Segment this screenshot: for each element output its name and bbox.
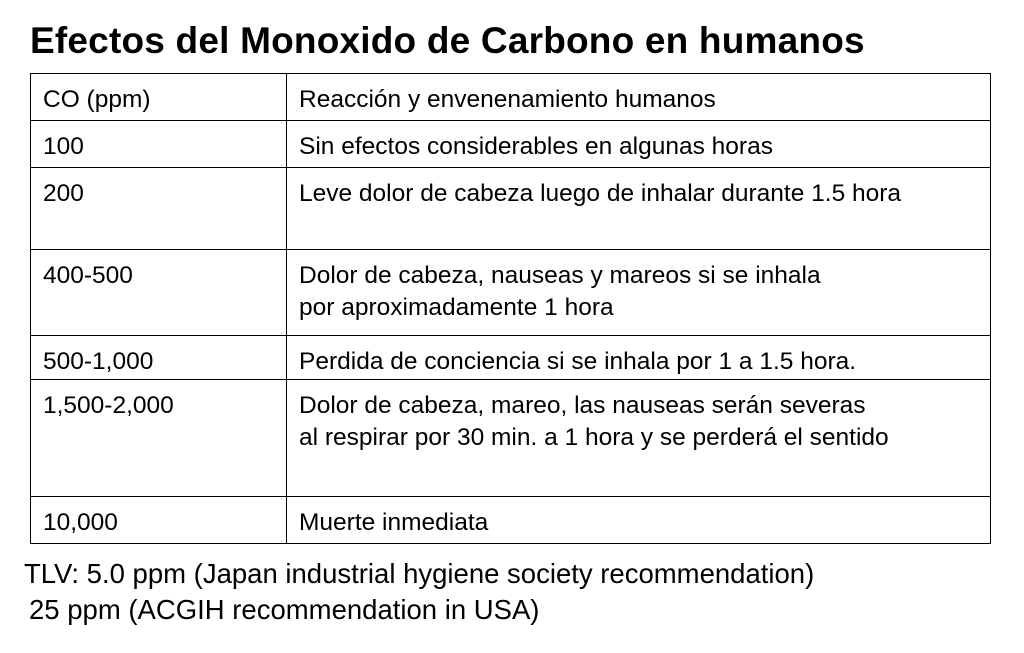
cell-ppm: 400-500	[31, 250, 287, 336]
header-ppm: CO (ppm)	[31, 74, 287, 121]
co-effects-table	[30, 73, 991, 544]
cell-reaction: Muerte inmediata	[287, 497, 991, 544]
table-row	[31, 497, 991, 544]
header-reaction: Reacción y envenenamiento humanos	[287, 74, 991, 121]
table-row	[31, 121, 991, 168]
cell-reaction: Perdida de conciencia si se inhala por 1 a 1.5 hora.	[287, 336, 991, 380]
cell-reaction: Sin efectos considerables en algunas horas	[287, 121, 991, 168]
tlv-acgih-note: 25 ppm (ACGIH recommendation in USA)	[29, 594, 540, 625]
cell-reaction: Dolor de cabeza, nauseas y mareos si se inhala por aproximadamente 1 hora	[287, 250, 991, 336]
cell-reaction: Leve dolor de cabeza luego de inhalar durante 1.5 hora	[287, 168, 991, 250]
cell-ppm: 200	[31, 168, 287, 250]
cell-reaction: Dolor de cabeza, mareo, las nauseas serán severas al respirar por 30 min. a 1 hora y se perderá el sentido	[287, 380, 991, 497]
page-title: Efectos del Monoxido de Carbono en humanos	[30, 20, 865, 61]
tlv-japan-note: TLV: 5.0 ppm (Japan industrial hygiene society recommendation)	[24, 558, 815, 589]
tlv-notes	[24, 556, 814, 628]
table-header-row	[31, 74, 991, 121]
cell-ppm: 100	[31, 121, 287, 168]
table-row	[31, 336, 991, 380]
cell-ppm: 10,000	[31, 497, 287, 544]
cell-ppm: 500-1,000	[31, 336, 287, 380]
table-row	[31, 250, 991, 336]
table-row	[31, 380, 991, 497]
table-row	[31, 168, 991, 250]
cell-ppm: 1,500-2,000	[31, 380, 287, 497]
